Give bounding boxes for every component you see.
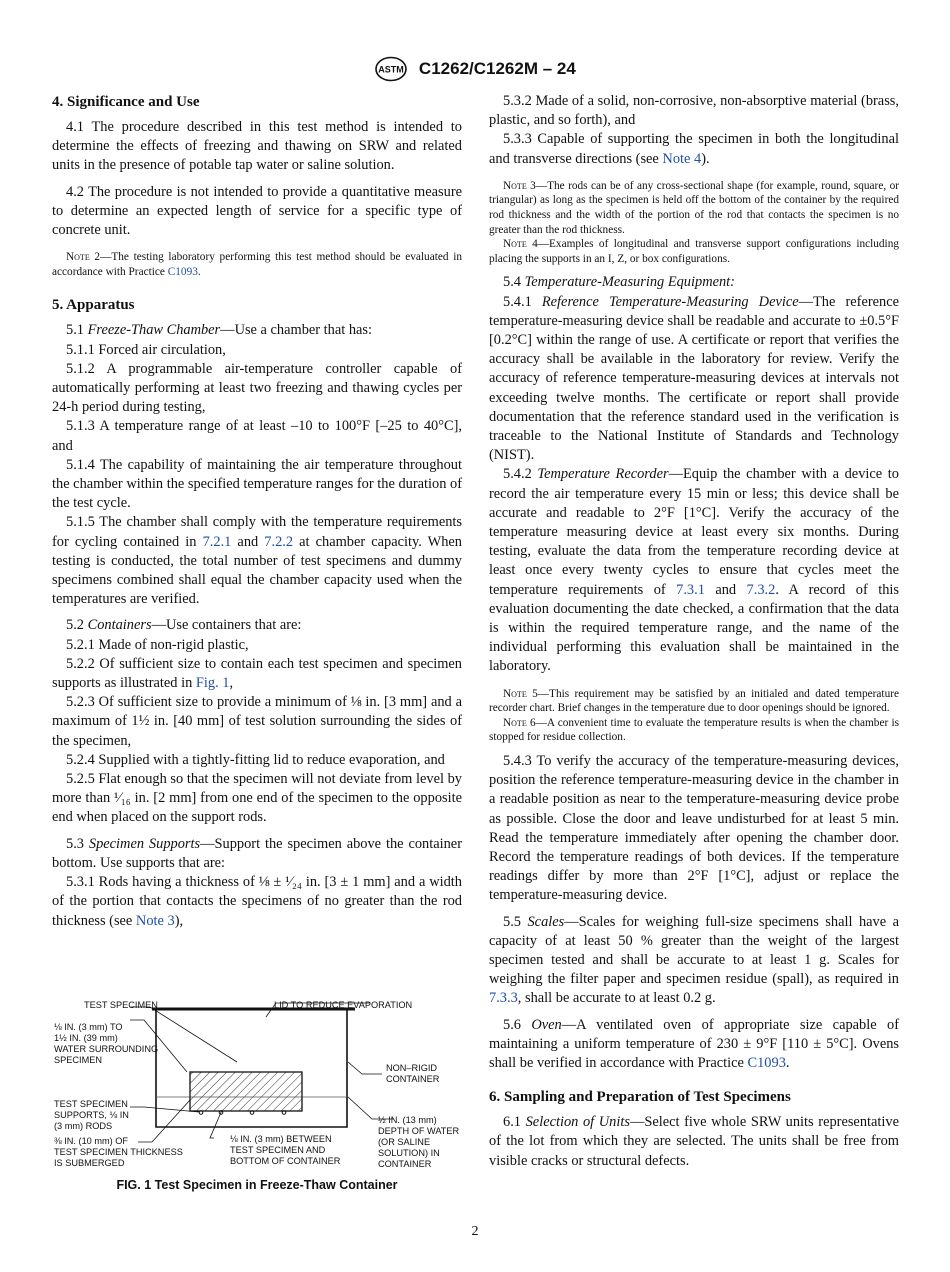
note-5 <box>489 687 899 716</box>
section-4-title: 4. Significance and Use <box>52 94 200 110</box>
para-5-2-3: 5.2.3 Of sufficient size to provide a minimum of ⅛ in. [3 mm] and a maximum of 1½ in. [40 mm] of test solution surrounding the sides of the specimen, <box>52 694 462 749</box>
label-depth-3: (OR SALINE <box>378 1137 431 1147</box>
note-4 <box>489 237 899 266</box>
para-5-3-1-b: ), <box>174 912 184 929</box>
para-5-2-heading: Containers <box>87 617 152 634</box>
figure-1 <box>52 992 462 1194</box>
para-5-3-3 <box>489 130 899 168</box>
para-5-1-5-c: at chamber capacity. When testing is conducted, the total number of test specimens and dummy specimens combined shall equal the chamber capacity used when the temperatures are verified. <box>52 533 462 608</box>
para-5-2-1: 5.2.1 Made of non-rigid plastic, <box>66 636 249 653</box>
left-column <box>52 92 462 931</box>
para-6-1-heading: Selection of Units <box>525 1114 630 1131</box>
page-header <box>0 56 950 82</box>
para-5-2-2-a: 5.2.2 Of sufficient size to contain each test specimen and specimen supports as illustrated in <box>52 655 462 692</box>
para-5-5-heading: Scales <box>527 913 565 930</box>
para-5-6-b: . <box>785 1055 790 1072</box>
para-5-4-2-a: —Equip the chamber with a device to record the air temperature every 15 min or less; this device shall be accurate and readable to 2°F [1°C]. Verify the accuracy of the temperature measuring device at least every six months. During testing, evaluate the data from the temperature recording device at least once every twenty cycles to ensure that cycles meet the temperature requirements of <box>489 466 899 598</box>
para-5-2-text: —Use containers that are: <box>151 617 302 634</box>
astm-logo-icon <box>374 56 408 82</box>
para-5-3-1-a: 5.3.1 Rods having a thickness of ⅛ ± ¹⁄₂₄ in. [3 ± 1 mm] and a width of the portion that contacts the specimens of no greater than the rod thickness (see <box>52 874 462 929</box>
label-depth-5: CONTAINER <box>378 1159 432 1169</box>
note-4-text: —Examples of longitudinal and transverse support configurations including placing the supports in an I, Z, or box configurations. <box>489 238 899 265</box>
para-5-4-2-heading: Temperature Recorder <box>537 466 669 483</box>
label-depth-4: SOLUTION) IN <box>378 1148 440 1158</box>
label-submerged-2: TEST SPECIMEN THICKNESS <box>54 1147 183 1157</box>
para-5-5-num: 5.5 <box>503 913 528 930</box>
para-5-4-1 <box>489 293 899 466</box>
para-5-2 <box>52 616 462 635</box>
para-5-1 <box>52 321 462 340</box>
para-5-5-a: —Scales for weighing full-size specimens shall have a capacity of at least 50 % greater than the weight of the largest specimen tested and shall be accurate to at least 1 g. Scales for weighing the filter paper and specimen residue (spall), as required in <box>489 913 899 988</box>
para-5-1-3: 5.1.3 A temperature range of at least –10 to 100°F [–25 to 40°C], and <box>52 418 462 454</box>
para-5-3-text: —Support the specimen above the container bottom. Use supports that are: <box>52 835 462 871</box>
para-5-3-3-b: ). <box>701 150 710 167</box>
section-6-title: 6. Sampling and Preparation of Test Specimens <box>489 1089 791 1106</box>
link-note-3[interactable]: Note 3 <box>135 912 175 929</box>
para-5-6 <box>489 1016 899 1074</box>
label-supports-2: SUPPORTS, ⅛ IN <box>54 1110 129 1120</box>
logo-text: ASTM <box>378 64 404 75</box>
para-5-6-num: 5.6 <box>503 1016 532 1033</box>
para-5-1-4: 5.1.4 The capability of maintaining the air temperature throughout the chamber within the specified temperature ranges for the duration of the test cycle. <box>52 456 462 512</box>
label-water-4: SPECIMEN <box>54 1055 102 1065</box>
para-5-4-2-num: 5.4.2 <box>503 466 538 483</box>
para-5-4-heading: Temperature-Measuring Equipment: <box>524 274 735 291</box>
note-2 <box>52 250 462 279</box>
label-between-3: BOTTOM OF CONTAINER <box>230 1156 341 1166</box>
para-5-4-num: 5.4 <box>503 274 525 291</box>
label-water-3: WATER SURROUNDING <box>54 1044 159 1054</box>
link-7-3-2[interactable]: 7.3.2 <box>746 581 776 598</box>
para-6-1-num: 6.1 <box>503 1114 526 1131</box>
link-c1093-2[interactable]: C1093 <box>747 1055 786 1072</box>
para-5-3-2: 5.3.2 Made of a solid, non-corrosive, non-absorptive material (brass, plastic, and so forth), and <box>489 93 899 129</box>
para-5-2-2 <box>52 655 462 693</box>
para-5-3 <box>52 835 462 873</box>
para-5-4-1-heading: Reference Temperature-Measuring Device <box>541 293 799 310</box>
right-column <box>489 92 899 1171</box>
label-submerged-3: IS SUBMERGED <box>54 1158 125 1168</box>
link-fig-1[interactable]: Fig. 1 <box>195 675 230 692</box>
test-specimen-shape <box>190 1072 302 1111</box>
note-3-label: Note 3 <box>503 179 536 192</box>
para-5-1-num: 5.1 <box>66 322 88 339</box>
note-5-text: —This requirement may be satisfied by an initialed and dated temperature recorder chart. Brief changes in the temperature due to door openings should be ignored. <box>489 687 899 715</box>
designation-code: C1262/C1262M – 24 <box>418 59 576 78</box>
note-6-label: Note 6 <box>503 716 536 729</box>
page-number: 2 <box>471 1224 479 1239</box>
link-note-4[interactable]: Note 4 <box>662 150 702 167</box>
link-7-3-3[interactable]: 7.3.3 <box>489 990 518 1007</box>
label-lid: LID TO REDUCE EVAPORATION <box>274 1000 413 1010</box>
label-water-2: 1½ IN. (39 mm) <box>54 1033 118 1043</box>
para-4-2: 4.2 The procedure is not intended to provide a quantitative measure to determine an expected length of service for a specific type of concrete unit. <box>52 183 462 239</box>
figure-caption: FIG. 1 Test Specimen in Freeze-Thaw Container <box>116 1178 398 1192</box>
label-supports-3: (3 mm) RODS <box>54 1121 113 1131</box>
para-5-6-heading: Oven <box>531 1016 562 1033</box>
para-5-2-num: 5.2 <box>66 617 88 634</box>
para-5-1-5-b: and <box>231 533 265 550</box>
para-5-4-3: 5.4.3 To verify the accuracy of the temperature-measuring devices, position the reference temperature-measuring device in the chamber in a readable position as near to the temperature-measuring device probe as possible. Close the door and leave undisturbed for at least 5 min. Read the temperature immediately after opening the chamber door. Record the temperature readings of both devices. If the temperature readings differ by more than 2°F [1°C], adjust or replace the temperature-measuring device. <box>489 753 899 904</box>
note-6-text: —A convenient time to evaluate the temperature results is when the chamber is stopped for residue collection. <box>489 716 900 744</box>
para-5-4 <box>489 273 899 292</box>
para-5-3-1 <box>52 873 462 931</box>
link-7-2-1[interactable]: 7.2.1 <box>202 533 232 550</box>
para-6-1 <box>489 1113 899 1171</box>
label-depth-2: DEPTH OF WATER <box>378 1126 460 1136</box>
label-between-2: TEST SPECIMEN AND <box>230 1145 326 1155</box>
note-2-text: —The testing laboratory performing this test method should be evaluated in accordance with Practice <box>52 251 462 278</box>
para-5-4-2 <box>489 465 899 676</box>
para-5-1-5-a: 5.1.5 The chamber shall comply with the temperature requirements for cycling contained in <box>52 514 462 550</box>
para-5-3-heading: Specimen Supports <box>88 835 201 852</box>
para-5-1-text: —Use a chamber that has: <box>220 322 373 339</box>
note-5-label: Note 5 <box>503 687 538 700</box>
para-5-1-2: 5.1.2 A programmable air-temperature controller capable of automatically performing at least two freezing and thawing cycles per 24-h period during testing, <box>52 360 462 416</box>
para-5-4-2-b: and <box>704 581 747 598</box>
label-non-rigid-1: NON–RIGID <box>386 1063 438 1073</box>
note-3-text: —The rods can be of any cross-sectional shape (for example, round, square, or triangular) as long as the specimen is held off the bottom of the container by the required rod thickness and the width of the portion of the rod that contacts the specimen is no greater than the rod thickness. <box>489 179 899 236</box>
link-c1093[interactable]: C1093 <box>167 265 198 278</box>
link-7-3-1[interactable]: 7.3.1 <box>676 581 705 598</box>
label-water-1: ⅛ IN. (3 mm) TO <box>54 1022 123 1032</box>
para-5-5 <box>489 913 899 1009</box>
para-5-3-num: 5.3 <box>66 835 89 852</box>
para-5-4-2-c: . A record of this evaluation documenting the date checked, a confirmation that the data is within the required temperature range, and the name of the individual performing this evaluation shall be maintained in the laboratory. <box>489 581 899 675</box>
para-5-1-5 <box>52 513 462 609</box>
label-non-rigid-2: CONTAINER <box>386 1074 440 1084</box>
para-5-2-5: 5.2.5 Flat enough so that the specimen will not deviate from level by more than ¹⁄₁₆ in. [2 mm] from one end of the specimen to the opposite end when placed on the support rods. <box>52 771 462 826</box>
para-5-2-4: 5.2.4 Supplied with a tightly-fitting lid to reduce evaporation, and <box>66 751 445 768</box>
para-5-1-1: 5.1.1 Forced air circulation, <box>66 341 226 358</box>
para-5-4-1-text: —The reference temperature-measuring device shall be readable and accurate to ±0.5°F [0.2°C] within the range of use. A certificate or report that verifies the accuracy shall be available in the laboratory for review. Verify the accuracy of reference temperature-measuring devices at intervals not exceeding twelve months. The certificate or report shall provide documentation that the reference standard used in the verification is traceable to the National Institute of Standards and Technology (NIST). <box>489 293 899 464</box>
para-4-1: 4.1 The procedure described in this test method is intended to determine the effects of freezing and thawing on SRW and related units in the presence of potable tap water or saline solution. <box>52 119 462 174</box>
note-4-label: Note 4 <box>503 238 538 251</box>
para-5-5-b: , shall be accurate to at least 0.2 g. <box>517 990 716 1007</box>
label-between-1: ⅛ IN. (3 mm) BETWEEN <box>230 1134 332 1144</box>
para-6-1-text: —Select five whole SRW units representative of the lot from which they are selected. The units shall be free from visible cracks or structural defects. <box>489 1114 899 1169</box>
para-5-4-1-num: 5.4.1 <box>503 293 542 310</box>
para-5-6-a: —A ventilated oven of appropriate size capable of maintaining a uniform temperature of 230 ± 9°F [110 ± 5°C]. Ovens shall be verified in accordance with Practice <box>489 1016 899 1072</box>
label-supports-1: TEST SPECIMEN <box>54 1099 128 1109</box>
section-5-title: 5. Apparatus <box>52 297 135 314</box>
para-5-2-2-b: , <box>229 675 234 692</box>
label-test-specimen: TEST SPECIMEN <box>84 1000 158 1010</box>
note-3 <box>489 179 899 237</box>
label-submerged-1: ⅜ IN. (10 mm) OF <box>54 1136 129 1146</box>
note-2-label: Note 2 <box>66 251 101 264</box>
label-depth-1: ½ IN. (13 mm) <box>378 1115 437 1125</box>
para-5-1-heading: Freeze-Thaw Chamber <box>87 322 221 339</box>
note-2-end: . <box>197 265 201 278</box>
link-7-2-2[interactable]: 7.2.2 <box>264 533 294 550</box>
note-6 <box>489 716 899 745</box>
para-5-3-3-a: 5.3.3 Capable of supporting the specimen in both the longitudinal and transverse directions (see <box>489 131 899 167</box>
